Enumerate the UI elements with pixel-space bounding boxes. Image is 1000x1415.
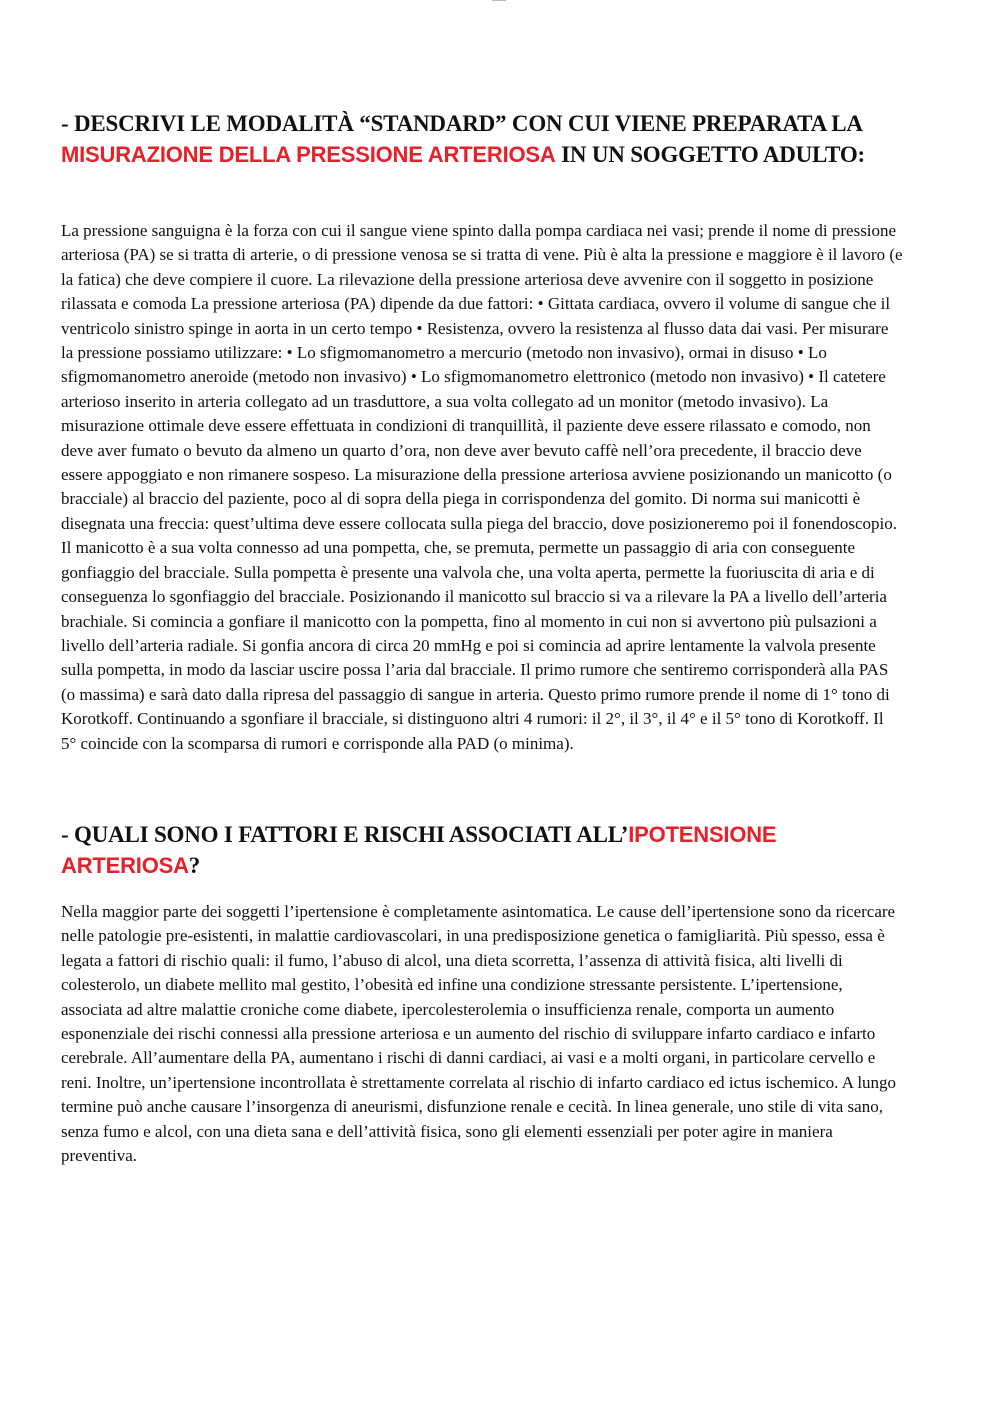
question-1-prefix: - DESCRIVI LE MODALITÀ “STANDARD” CON CUI VIENE PREPARATA LA <box>61 111 862 136</box>
question-2-prefix: - QUALI SONO I FATTORI E RISCHI ASSOCIATI ALL’ <box>61 822 629 847</box>
question-2-suffix: ? <box>188 853 201 878</box>
question-heading-1 <box>61 108 891 170</box>
question-heading-2 <box>61 819 891 881</box>
question-1-highlight: MISURAZIONE DELLA PRESSIONE ARTERIOSA <box>61 142 556 167</box>
answer-paragraph-2: Nella maggior parte dei soggetti l’ipertensione è completamente asintomatica. Le cause dell’ipertensione sono da ricercare nelle patologie pre-esistenti, in malattie cardiovascolari, in una predisposizione genetica o famigliarità. Più spesso, essa è legata a fattori di rischio quali: il fumo, l’abuso di alcol, una dieta scorretta, l’assenza di attività fisica, alti livelli di colesterolo, un diabete mellito mal gestito, l’obesità ed infine una condizione stressante persistente. L’ipertensione, associata ad altre malattie croniche come diabete, ipercolesterolemia o insufficienza renale, comporta un aumento esponenziale dei rischi connessi alla pressione arteriosa e un aumento del rischio di sviluppare infarto cardiaco e infarto cerebrale. All’aumentare della PA, aumentano i rischi di danni cardiaci, ai vasi e a molti organi, in particolare cervello e reni. Inoltre, un’ipertensione incontrollata è strettamente correlata al rischio di infarto cardiaco ed ictus ischemico. A lungo termine può anche causare l’insorgenza di aneurismi, disfunzione renale e cecità. In linea generale, uno stile di vita sano, senza fumo e alcol, con una dieta sana e dell’attività fisica, sono gli elementi essenziali per poter agire in maniera preventiva. <box>61 902 897 1166</box>
question-1-suffix: IN UN SOGGETTO ADULTO: <box>555 142 865 167</box>
top-page-mark <box>492 0 506 1</box>
question-2-highlight: IPOTENSIONE ARTERIOSA <box>61 822 777 878</box>
answer-paragraph-1: La pressione sanguigna è la forza con cui il sangue viene spinto dalla pompa cardiaca nei vasi; prende il nome di pressione arteriosa (PA) se si tratta di arterie, o di pressione venosa se si tratta di vene. Più è alta la pressione e maggiore è il lavoro (e la fatica) che deve compiere il cuore. La rilevazione della pressione arteriosa deve avvenire con il soggetto in posizione rilassata e comoda La pressione arteriosa (PA) dipende da due fattori: • Gittata cardiaca, ovvero il volume di sangue che il ventricolo sinistro spinge in aorta in un certo tempo • Resistenza, ovvero la resistenza al flusso data dai vasi. Per misurare la pressione possiamo utilizzare: • Lo sfigmomanometro a mercurio (metodo non invasivo), ormai in disuso • Lo sfigmomanometro aneroide (metodo non invasivo) • Lo sfigmomanometro elettronico (metodo non invasivo) • Il catetere arterioso inserito in arteria collegato ad un trasduttore, a sua volta collegato ad un monitor (metodo invasivo). La misurazione ottimale deve essere effettuata in condizioni di tranquillità, il paziente deve essere rilassato e comodo, non deve aver fumato o bevuto da almeno un quarto d’ora, non deve aver bevuto caffè nell’ora precedente, il braccio deve essere appoggiato e non rimanere sospeso. La misurazione della pressione arteriosa avviene posizionando un manicotto (o bracciale) al braccio del paziente, poco al di sopra della piega in corrispondenza del gomito. Di norma sui manicotti è disegnata una freccia: quest’ultima deve essere collocata sulla piega del braccio, dove posizioneremo poi il fonendoscopio. Il manicotto è a sua volta connesso ad una pompetta, che, se premuta, permette un passaggio di aria con conseguente gonfiaggio del bracciale. Sulla pompetta è presente una valvola che, una volta aperta, permette la fuoriuscita di aria e di conseguenza lo sgonfiaggio del bracciale. Posizionando il manicotto sul braccio si va a rilevare la PA a livello dell’arteria brachiale. Si comincia a gonfiare il manicotto con la pompetta, fino al momento in cui non si avvertono più pulsazioni a livello dell’arteria radiale. Si gonfia ancora di circa 20 mmHg e poi si comincia ad aprire lentamente la valvola presente sulla pompetta, in modo da lasciar uscire possa l’aria dal bracciale. Il primo rumore che sentiremo corrisponderà alla PAS (o massima) e sarà dato dalla ripresa del passaggio di sangue in arteria. Questo primo rumore prende il nome di 1° tono di Korotkoff. Continuando a sgonfiare il bracciale, si distinguono altri 4 rumori: il 2°, il 3°, il 4° e il 5° tono di Korotkoff. Il 5° coincide con la scomparsa di rumori e corrisponde alla PAD (o minima). <box>61 221 903 753</box>
